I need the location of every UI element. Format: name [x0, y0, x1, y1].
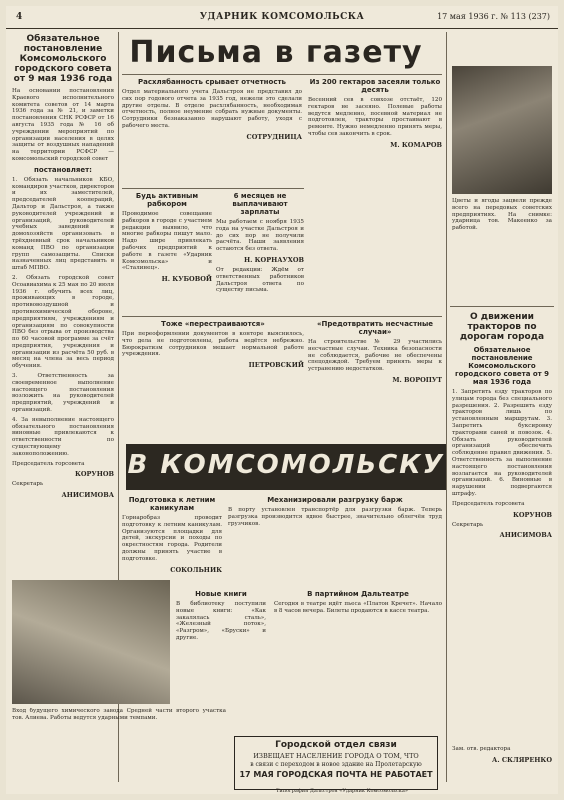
article-title: Из 200 гектаров засеяли только десять: [309, 78, 441, 94]
article-text: При переоформлении документов в конторе выяснилось, что дела не подготовлены, работа ведётся небрежно. Бюрократизм сотрудников мешает нормальной работе учреждения.: [122, 331, 304, 358]
banner-text: В КОМСОМОЛЬСКУ: [127, 450, 445, 480]
article-title: 6 месяцев не выплачивают зарплаты: [232, 192, 288, 216]
divider: [122, 74, 442, 75]
article-title: Подготовка к летним каникулам: [128, 496, 216, 512]
article-holidays: [122, 496, 222, 586]
article-text: Мы работаем с ноября 1935 года на участке Дальстроя и до сих пор не получили расчёта. Наши заявления остаются без ответа.: [216, 219, 304, 253]
article-text: В библиотеку поступили новые книги: «Как закалялась сталь», «Железный поток», «Разгром», «Бруски» и другие.: [176, 601, 266, 641]
tractor-title: О движении тракторов по дорогам города: [459, 312, 545, 342]
decree-word: постановляет:: [34, 165, 92, 174]
newspaper-page: [6, 6, 558, 794]
decree-p4: 4. За невыполнение настоящего обязательного постановления виновные привлекаются к ответственности по существующему законоположению.: [12, 416, 114, 457]
article-title: В партийном Дальтеатре: [307, 590, 409, 598]
page-number: 4: [16, 12, 23, 22]
caption-text: Вход будущего химического завода Средней части второго участка тов. Алиева. Работы ведутся ударными темпами.: [12, 708, 226, 721]
main-title: Письма в газету: [129, 35, 423, 70]
decree-p2: 2. Обязать городской совет Осоавиахима к 25 мая по 20 июля 1936 г. обучить всех лиц, проживающих в городе, противовоздушной и противохимической обороне, предприятиям, учреждениям и организациям по совокупности ПВО без отрыва от производства по 60 часовой программе за счёт предприятия, учреждения и организации из расчёта 50 руб. в месяц на члена за весь период обучения.: [12, 274, 114, 370]
notice-line: ИЗВЕЩАЕТ НАСЕЛЕНИЕ ГОРОДА О ТОМ, ЧТО: [253, 752, 419, 760]
post-office-notice: [234, 736, 438, 790]
article-title: Расхлябанность срывает отчетность: [138, 78, 286, 86]
editor-label: Зам. отв. редактора: [452, 746, 511, 752]
article-signature: М. ВОРОПУТ: [392, 375, 442, 384]
article-text: Сегодня в театре идёт пьеса «Платон Кречет». Начало в 8 часов вечера. Билеты продаются в кассе театра.: [274, 601, 442, 614]
photo-caption-right: [452, 198, 552, 288]
article-signature: Н. КУБОВОЙ: [161, 275, 212, 284]
editor-note: От редакции: Ждём от ответственных работников Дальстроя ответа по существу письма.: [216, 266, 304, 294]
photo-construction: [12, 580, 170, 704]
divider: [446, 32, 447, 782]
page-header: [6, 6, 558, 29]
article-salary: [216, 192, 304, 312]
article-title: Будь активным рабкором: [135, 192, 199, 208]
article-barges: [228, 496, 442, 586]
editor-name: А. СКЛЯРЕНКО: [492, 755, 552, 764]
left-column: [12, 34, 114, 574]
secretary-name: АНИСИМОВА: [61, 491, 114, 500]
article-title: Тоже «перестраиваются»: [161, 320, 265, 328]
notice-highlight: 17 МАЯ ГОРОДСКАЯ ПОЧТА НЕ РАБОТАЕТ: [239, 770, 433, 779]
article-signature: ПЕТРОВСКИЙ: [248, 361, 304, 370]
right-column: [452, 312, 552, 732]
section-banner: [126, 444, 446, 490]
article-text: На строительстве № 29 участились несчастные случаи. Техника безопасности не соблюдается, рабочие не обеспечены спецодеждой. Требуем принять меры к устранению недостатков.: [308, 339, 442, 373]
caption-text: Цветы и ягоды зацвели прежде всего на передовых советских предприятиях. На снимке: ударница тов. Макеенко за работой.: [452, 198, 552, 232]
article-signature: М. КОМАРОВ: [390, 140, 442, 149]
divider: [450, 306, 554, 307]
notice-line: в связи с переходом в новое здание на Пролетарскую: [250, 761, 422, 768]
chair-label: Председатель горсовета: [452, 500, 525, 507]
article-text: Проводимое совещание рабкоров в городе с участием редакции выявило, что многие рабкоры пишут мало. Надо шире привлекать рабочих предприятий к работе в газете «Ударник Комсомольска» и «Сталинец».: [122, 211, 212, 272]
article-rabkor: [122, 192, 212, 312]
decree-p1: 1. Обязать начальников КБО, командиров участков, директоров и их заместителей, председателей коопераций, Дальтор и Дальстроя, а также руководителей учреждений и организаций, руководителей учебных заведений и домохозяйств организовать в трёхдневный срок начальников команд ПВО по организации групп самозащиты. Списки назначенных лиц представить в штаб МПВО.: [12, 176, 114, 272]
article-title: Механизировали разгрузку барж: [267, 496, 403, 504]
divider: [122, 188, 304, 189]
secretary-label: Секретарь: [12, 481, 44, 488]
article-signature: Н. КОРНАУХОВ: [243, 255, 304, 264]
tractor-subtitle: Обязательное постановление Комсомольского городского совета от 9 мая 1936 года: [454, 346, 550, 386]
article-sowing: [308, 78, 442, 278]
chair-name: КОРУНОВ: [512, 510, 552, 519]
article-title: «Предотвратить несчастные случаи»: [316, 320, 434, 336]
article-reorganize: [122, 320, 304, 436]
article-theatre: [274, 590, 442, 710]
article-text: Весенний сев в совхозе отстаёт, 120 гектаров не засеяно. Полевые работы ведутся медленно, посевной материал не подготовлен, тракторы простаивают в ремонте. Нужно немедленно принять меры, чтобы сев закончить в срок.: [308, 97, 442, 137]
article-accidents: [308, 320, 442, 436]
photo-worker: [452, 66, 552, 194]
secretary-name: АНИСИМОВА: [499, 531, 552, 540]
divider: [122, 316, 442, 317]
print-footer: Типография Дальстроя «Ударник Комсомольска»: [276, 788, 408, 794]
article-text: Горнаробраз проводит подготовку к летним каникулам. Организуются площадки для детей, экскурсии и походы по окрестностям города. Родители должны принять участие в подготовке.: [122, 515, 222, 562]
article-title: Новые книги: [195, 590, 247, 598]
article-signature: СОТРУДНИЦА: [246, 132, 302, 141]
article-text: В порту установлен транспортёр для разгрузки барж. Теперь разгрузка производится вдвое быстрее, значительно облегчён труд грузчиков.: [228, 507, 442, 527]
article-books: [176, 590, 266, 710]
notice-title: Городской отдел связи: [275, 740, 397, 750]
decree-title: Обязательное постановление Комсомольского городского совета от 9 мая 1936 года: [13, 34, 113, 84]
chair-label: Председатель горсовета: [12, 460, 85, 467]
decree-intro: На основании постановления Краевого исполнительного комитета советов от 14 марта 1936 года за № 21, и заметки постановления СНК РСФСР от 16 августа 1935 года № 16 об учреждении мероприятий по организации населения в целях защиты от воздушных нападений на территории РСФСР — комсомольский городской совет: [12, 88, 114, 162]
article-text: Отдел материального учета Дальстроя не представил до сих пор годового отчета за 1935 год, нежели это сделали другие отделы. В отделе расхлябанность, необходимая отчетность, полное неумение собрать нужные документы. Сотрудники безнаказанно нарушают работу, уходя с рабочего места.: [122, 89, 302, 129]
photo-caption-left: [12, 708, 226, 778]
article-accounting: [122, 78, 302, 186]
decree-p3: 3. Ответственность за своевременное выполнение настоящего постановления возложить на руководителей предприятий, учреждений и организаций.: [12, 373, 114, 414]
tractor-text: 1. Запретить езду тракторов по улицам города без специального разрешения. 2. Разрешить езду тракторов лишь по установленным маршрутам. 3. Запретить буксировку тракторами саней и повозок. 4. Обязать руководителей организаций обеспечить соблюдение правил движения. 5. Ответственность за выполнение настоящего постановления возлагается на руководителей организаций. 6. Виновные в нарушении подвергаются штрафу.: [452, 389, 552, 497]
issue-date: 17 мая 1936 г. № 113 (237): [437, 12, 550, 21]
newspaper-name: УДАРНИК КОМСОМОЛЬСКА: [199, 12, 365, 22]
secretary-label: Секретарь: [452, 521, 484, 528]
editor-block: [452, 746, 552, 776]
chair-name: КОРУНОВ: [74, 470, 114, 479]
article-signature: СОКОЛЬНИК: [170, 565, 222, 574]
